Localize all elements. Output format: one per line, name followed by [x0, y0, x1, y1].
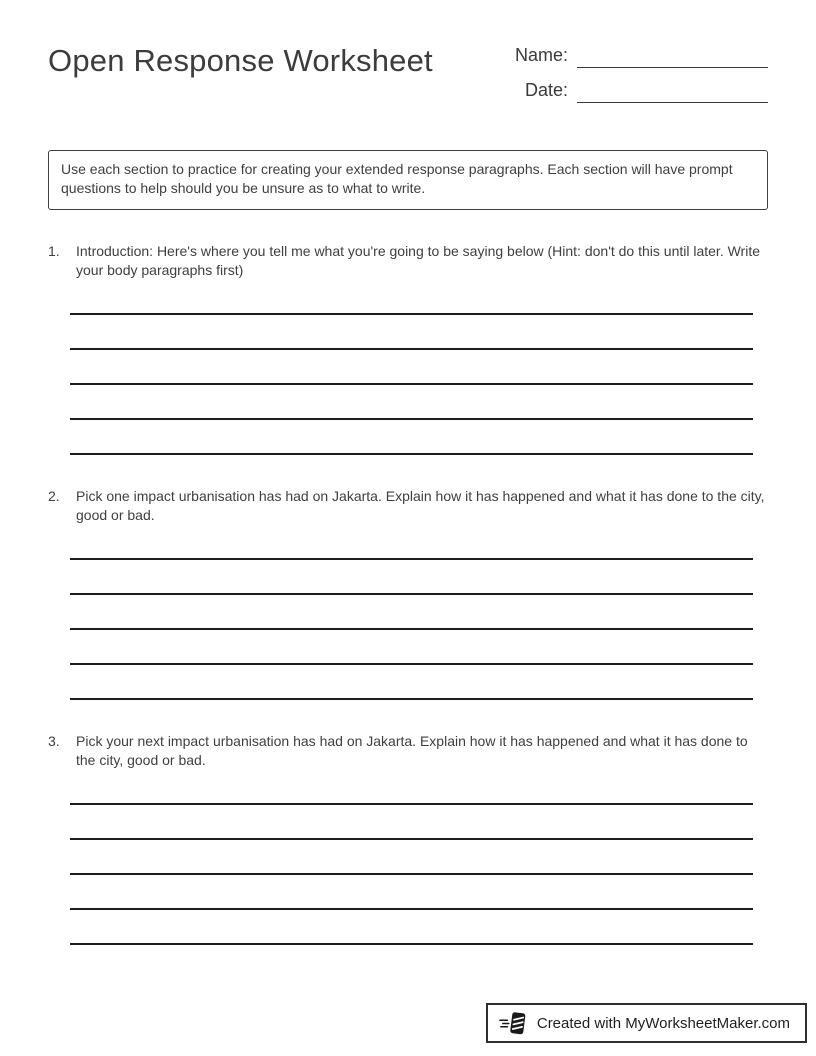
name-blank-field[interactable] — [577, 46, 768, 68]
question-3-prompt — [48, 732, 768, 770]
footer-credit-text: Created with MyWorksheetMaker.com — [536, 1014, 790, 1032]
worksheet-maker-credit-badge[interactable] — [486, 1003, 807, 1043]
answer-line[interactable] — [70, 315, 753, 350]
answer-line[interactable] — [70, 805, 753, 840]
name-label: Name: — [514, 45, 568, 66]
page-header — [0, 0, 816, 103]
answer-line[interactable] — [70, 875, 753, 910]
answer-line[interactable] — [70, 665, 753, 700]
question-2-number: 2. — [48, 488, 60, 504]
answer-line[interactable] — [70, 560, 753, 595]
instruction-text: Use each section to practice for creating your extended response paragraphs. Each section will have prompt questions to help should you be unsure as to what to write. — [61, 161, 733, 196]
answer-line[interactable] — [70, 385, 753, 420]
question-3-number: 3. — [48, 733, 60, 749]
answer-line[interactable] — [70, 350, 753, 385]
answer-line[interactable] — [70, 770, 753, 805]
question-1 — [48, 242, 768, 455]
worksheet-maker-logo-icon — [499, 1010, 529, 1037]
question-1-prompt — [48, 242, 768, 280]
answer-line[interactable] — [70, 420, 753, 455]
answer-line[interactable] — [70, 840, 753, 875]
question-1-text: Introduction: Here's where you tell me what you're going to be saying below (Hint: don't do this until later. Write your body paragraphs first) — [76, 243, 761, 278]
date-label: Date: — [524, 80, 568, 101]
question-2-answer-lines — [70, 525, 753, 700]
answer-line[interactable] — [70, 910, 753, 945]
page-title: Open Response Worksheet — [48, 43, 433, 78]
name-date-block — [515, 46, 768, 103]
question-3-answer-lines — [70, 770, 753, 945]
answer-line[interactable] — [70, 630, 753, 665]
date-blank-field[interactable] — [577, 81, 768, 103]
name-field-row — [515, 46, 768, 68]
question-2-prompt — [48, 487, 768, 525]
question-3-text: Pick your next impact urbanisation has had on Jakarta. Explain how it has happened and what it has done to the city, good or bad. — [76, 733, 748, 768]
date-field-row — [515, 81, 768, 103]
answer-line[interactable] — [70, 595, 753, 630]
question-2 — [48, 487, 768, 700]
instruction-box — [48, 150, 768, 210]
question-1-answer-lines — [70, 280, 753, 455]
question-1-number: 1. — [48, 243, 60, 259]
answer-line[interactable] — [70, 280, 753, 315]
question-2-text: Pick one impact urbanisation has had on Jakarta. Explain how it has happened and what it has done to the city, good or bad. — [76, 488, 765, 523]
questions-section — [48, 242, 768, 945]
question-3 — [48, 732, 768, 945]
answer-line[interactable] — [70, 525, 753, 560]
